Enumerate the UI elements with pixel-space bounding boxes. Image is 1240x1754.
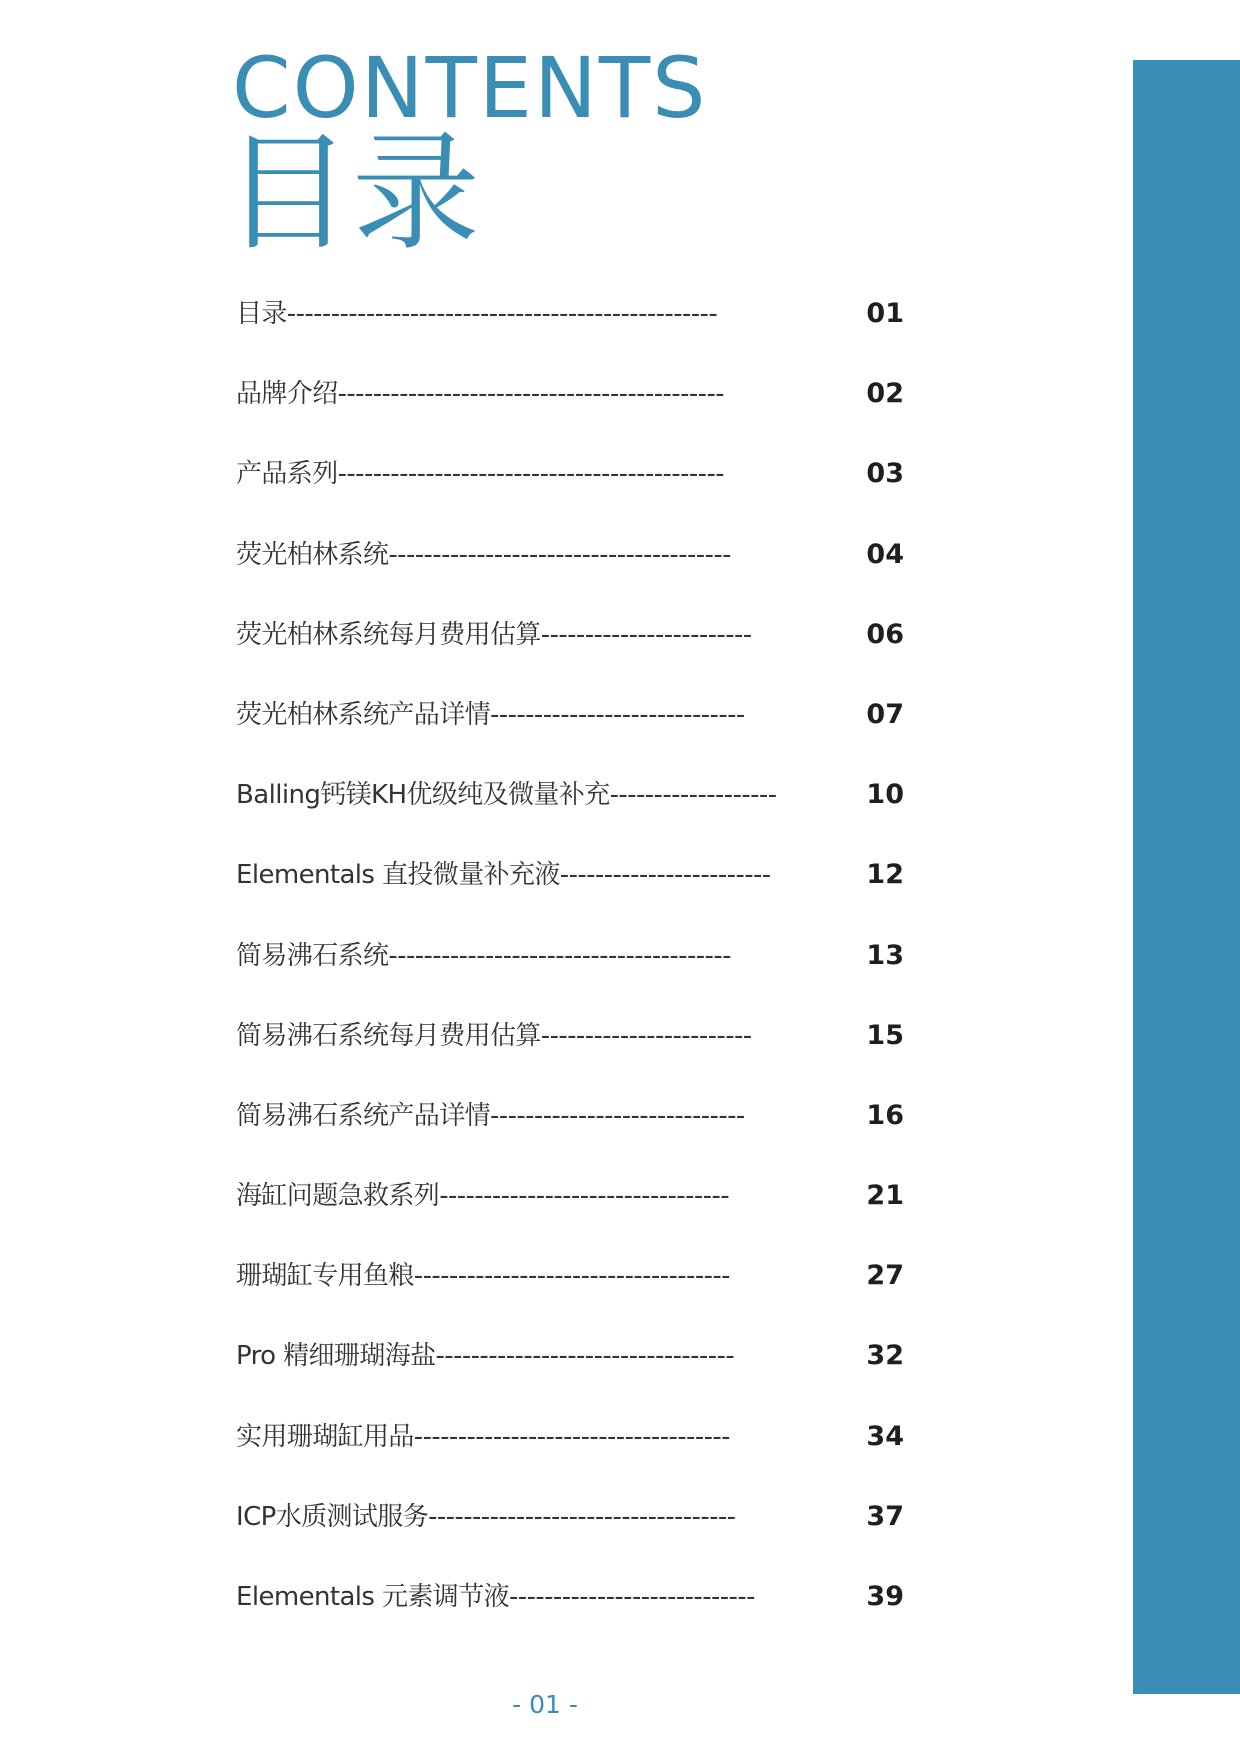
toc-entry-label: Elementals 元素调节液----------------------------	[236, 1582, 755, 1612]
toc-entry[interactable]	[236, 1493, 916, 1573]
toc-entry-page: 39	[866, 1581, 904, 1612]
toc-entry-page: 03	[866, 458, 904, 490]
toc-entry-page: 07	[866, 698, 904, 730]
table-of-contents	[236, 290, 916, 1653]
toc-entry-page: 27	[866, 1260, 904, 1292]
toc-entry[interactable]	[236, 450, 916, 530]
toc-entry-page: 13	[866, 939, 904, 971]
toc-entry-label: ICP水质测试服务-----------------------------------	[236, 1501, 736, 1532]
toc-entry-label: 简易沸石系统产品详情-----------------------------	[236, 1100, 745, 1131]
toc-entry-page: 12	[866, 859, 904, 891]
page-title-chinese: 目录	[224, 119, 481, 268]
toc-entry-label: 海缸问题急救系列---------------------------------	[236, 1181, 730, 1212]
toc-entry-label: 产品系列--------------------------------------------	[236, 459, 725, 490]
toc-entry-label: Balling钙镁KH优级纯及微量补充-------------------	[236, 780, 777, 811]
toc-entry[interactable]	[236, 1332, 916, 1412]
toc-entry[interactable]	[236, 932, 916, 1012]
toc-entry[interactable]	[236, 370, 916, 450]
toc-entry-label: 荧光柏林系统产品详情-----------------------------	[236, 699, 745, 730]
toc-entry-label: 简易沸石系统每月费用估算------------------------	[236, 1020, 752, 1051]
toc-entry[interactable]	[236, 611, 916, 691]
page-title-english: CONTENTS	[232, 39, 708, 137]
toc-entry-label: 品牌介绍--------------------------------------------	[236, 379, 725, 410]
toc-entry[interactable]	[236, 1012, 916, 1092]
toc-entry[interactable]	[236, 1573, 916, 1653]
toc-entry-page: 01	[866, 298, 904, 329]
toc-entry-page: 15	[866, 1019, 904, 1051]
toc-entry-page: 37	[866, 1500, 904, 1532]
toc-entry[interactable]	[236, 691, 916, 771]
page-number: - 01 -	[512, 1690, 578, 1719]
toc-entry[interactable]	[236, 531, 916, 611]
toc-entry-page: 02	[866, 378, 904, 410]
toc-entry-label: 荧光柏林系统---------------------------------------	[236, 539, 731, 570]
toc-entry-page: 34	[866, 1420, 904, 1452]
toc-entry[interactable]	[236, 771, 916, 851]
toc-entry-label: 目录-------------------------------------------------	[236, 299, 718, 329]
decorative-side-bar	[1133, 60, 1240, 1694]
toc-entry-label: Elementals 直投微量补充液------------------------	[236, 860, 771, 891]
toc-entry[interactable]	[236, 1252, 916, 1332]
toc-entry-page: 16	[866, 1099, 904, 1131]
toc-entry-label: 珊瑚缸专用鱼粮------------------------------------	[236, 1261, 730, 1292]
toc-entry[interactable]	[236, 1413, 916, 1493]
toc-entry-label: 荧光柏林系统每月费用估算------------------------	[236, 619, 752, 650]
toc-entry[interactable]	[236, 290, 916, 370]
toc-entry-label: 实用珊瑚缸用品------------------------------------	[236, 1421, 730, 1452]
toc-entry-page: 10	[866, 779, 904, 811]
toc-entry-page: 32	[866, 1340, 904, 1372]
toc-entry[interactable]	[236, 851, 916, 931]
toc-entry[interactable]	[236, 1092, 916, 1172]
toc-entry-page: 21	[866, 1180, 904, 1212]
toc-entry-page: 06	[866, 618, 904, 650]
toc-entry-page: 04	[866, 538, 904, 570]
toc-entry-label: Pro 精细珊瑚海盐----------------------------------	[236, 1341, 735, 1372]
toc-entry-label: 简易沸石系统---------------------------------------	[236, 940, 731, 971]
toc-entry[interactable]	[236, 1172, 916, 1252]
